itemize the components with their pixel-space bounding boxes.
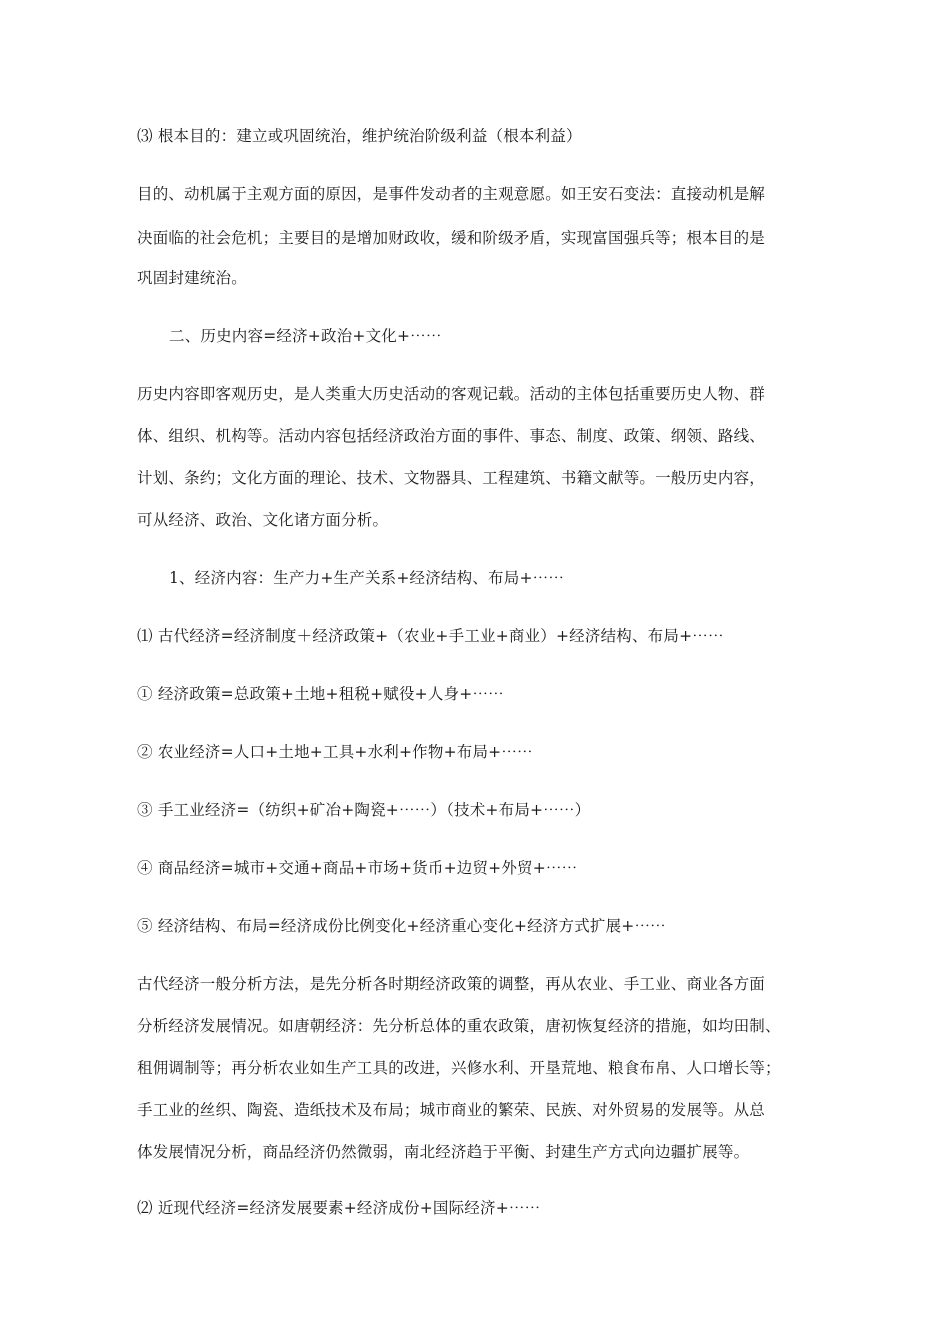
motive-paragraph-line-1: 目的、动机属于主观方面的原因，是事件发动者的主观意愿。如王安石变法：直接动机是解: [137, 185, 766, 203]
content-paragraph-line-1: 历史内容即客观历史，是人类重大历史活动的客观记载。活动的主体包括重要历史人物、群: [137, 385, 766, 403]
method-paragraph-line-2: 分析经济发展情况。如唐朝经济：先分析总体的重农政策，唐初恢复经济的措施，如均田制、: [137, 1017, 781, 1035]
motive-paragraph-line-3: 巩固封建统治。: [137, 269, 247, 287]
method-paragraph-line-4: 手工业的丝织、陶瓷、造纸技术及布局；城市商业的繁荣、民族、对外贸易的发展等。从总: [137, 1101, 766, 1119]
list-item-handicraft: ③ 手工业经济=（纺织+矿冶+陶瓷+⋯⋯）（技术+布局+⋯⋯）: [137, 801, 591, 819]
list-item-economic-structure: ⑤ 经济结构、布局=经济成份比例变化+经济重心变化+经济方式扩展+⋯⋯: [137, 917, 666, 935]
motive-paragraph-line-2: 决面临的社会危机；主要目的是增加财政收，缓和阶级矛盾，实现富国强兵等；根本目的是: [137, 229, 766, 247]
method-paragraph-line-5: 体发展情况分析，商品经济仍然微弱，南北经济趋于平衡、封建生产方式向边疆扩展等。: [137, 1143, 750, 1161]
ancient-economy-line: ⑴ 古代经济=经济制度＋经济政策+（农业+手工业+商业）+经济结构、布局+⋯⋯: [137, 627, 724, 645]
section-heading-historical-content: 二、历史内容=经济+政治+文化+⋯⋯: [169, 327, 442, 345]
method-paragraph-line-1: 古代经济一般分析方法，是先分析各时期经济政策的调整，再从农业、手工业、商业各方面: [137, 975, 766, 993]
subsection-heading-economic-content: 1、经济内容：生产力+生产关系+经济结构、布局+⋯⋯: [169, 569, 565, 587]
method-paragraph-line-3: 租佣调制等；再分析农业如生产工具的改进，兴修水利、开垦荒地、粮食布帛、人口增长等；: [137, 1059, 781, 1077]
content-paragraph-line-3: 计划、条约；文化方面的理论、技术、文物器具、工程建筑、书籍文献等。一般历史内容，: [137, 469, 766, 487]
content-paragraph-line-2: 体、组织、机构等。活动内容包括经济政治方面的事件、事态、制度、政策、纲领、路线、: [137, 427, 766, 445]
list-item-economic-policy: ① 经济政策=总政策+土地+租税+赋役+人身+⋯⋯: [137, 685, 504, 703]
root-purpose-line: ⑶ 根本目的：建立或巩固统治，维护统治阶级利益（根本利益）: [137, 127, 582, 145]
modern-economy-line: ⑵ 近现代经济=经济发展要素+经济成份+国际经济+⋯⋯: [137, 1199, 541, 1217]
list-item-agriculture: ② 农业经济=人口+土地+工具+水利+作物+布局+⋯⋯: [137, 743, 533, 761]
list-item-commodity-economy: ④ 商品经济=城市+交通+商品+市场+货币+边贸+外贸+⋯⋯: [137, 859, 578, 877]
content-paragraph-line-4: 可从经济、政治、文化诸方面分析。: [137, 511, 389, 529]
